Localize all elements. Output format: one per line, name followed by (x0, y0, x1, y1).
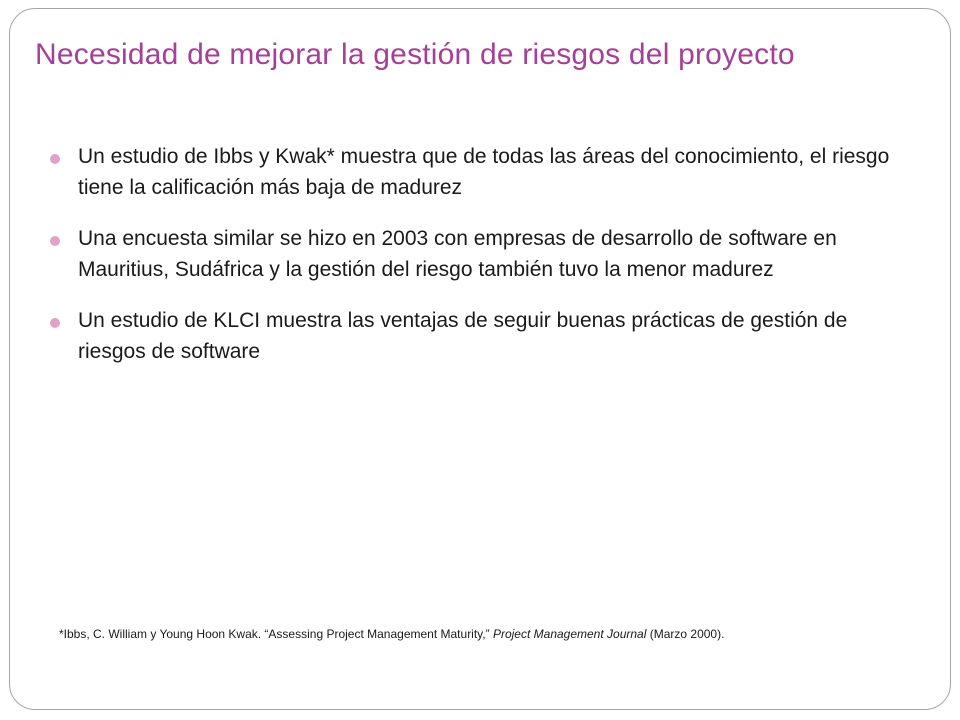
bullet-icon (50, 154, 60, 164)
bullet-item (50, 141, 910, 203)
bullet-icon (50, 236, 60, 246)
slide-title: Necesidad de mejorar la gestión de riesgos del proyecto (35, 38, 795, 71)
bullet-text: Un estudio de Ibbs y Kwak* muestra que de todas las áreas del conocimiento, el riesgo tiene la calificación más baja de madurez (78, 145, 890, 199)
footnote-citation: *Ibbs, C. William y Young Hoon Kwak. “Assessing Project Management Maturity,” (59, 627, 493, 641)
bullet-item (50, 305, 910, 367)
bullet-icon (50, 318, 60, 328)
footnote-journal: Project Management Journal (492, 627, 647, 641)
bullet-text: Un estudio de KLCI muestra las ventajas de seguir buenas prácticas de gestión de riesgos de software (78, 309, 848, 363)
bullet-list (50, 141, 910, 387)
footnote-date: (Marzo 2000). (646, 627, 725, 641)
footnote (59, 626, 919, 642)
bullet-item (50, 223, 910, 285)
bullet-text: Una encuesta similar se hizo en 2003 con empresas de desarrollo de software en Mauritius, Sudáfrica y la gestión del riesgo también tuvo la menor madurez (78, 227, 837, 281)
